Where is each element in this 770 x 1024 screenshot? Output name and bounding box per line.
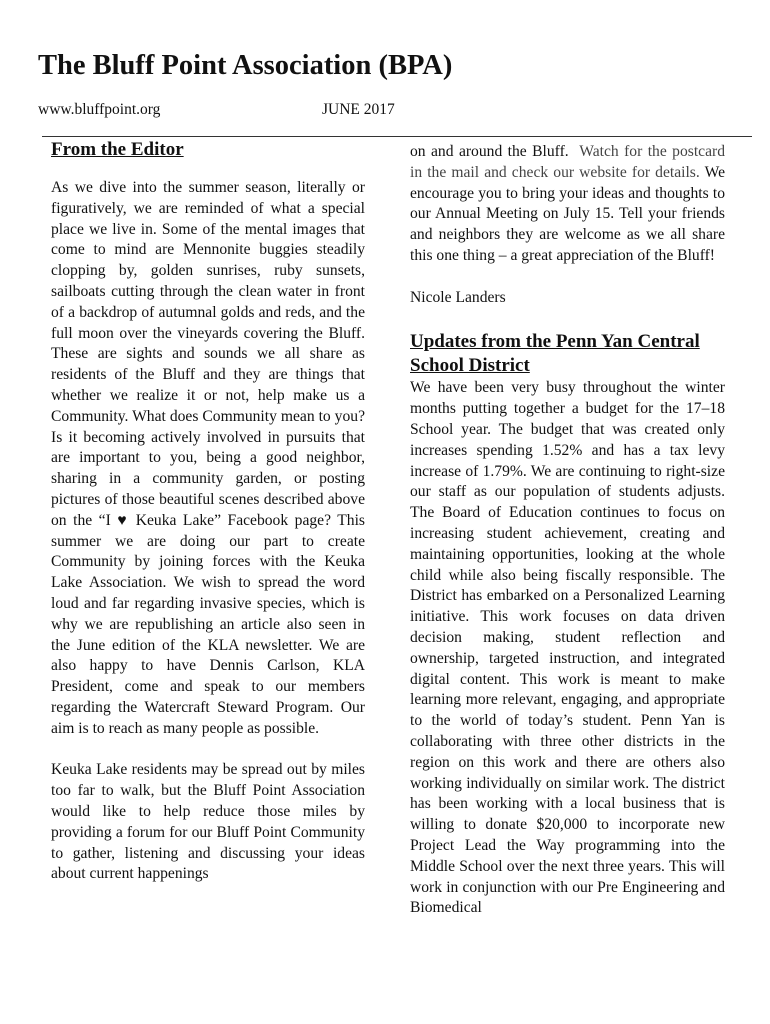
school-paragraph: We have been very busy throughout the winter months putting together a budget for the 17–18 School year. The budget that was created only increases spending 1.52% and has a tax levy increase of 1.79%. We are continuing to right-size our staff as our population of students adjusts. The Board of Education continues to focus on increasing student achievement, creating and maintaining opportunities, looking at the whole child while also being fiscally responsible. The District has embarked on a Personalized Learning initiative. This work focuses on data driven decision making, student reflection and ownership, targeted instruction, and integrated digital content. This work is meant to make learning more relevant, engaging, and appropriate to the world of today’s student. Penn Yan is collaborating with three other districts in the region on this work and there are others also working individually on similar work. The district has been working with a local business that is willing to donate $20,000 to incorporate new Project Lead the Way programming into the Middle School over the next three years. This will work in conjunction with our Pre Engineering and Biomedical — [410, 379, 725, 917]
editor-continued — [410, 142, 725, 267]
editor-signature: Nicole Landers — [410, 288, 506, 306]
editor-heading: From the Editor — [51, 139, 184, 160]
school-heading: Updates from the Penn Yan Central School District — [410, 331, 700, 377]
newsletter-title: The Bluff Point Association (BPA) — [38, 50, 453, 81]
editor-paragraph-1: As we dive into the summer season, literally or figuratively, we are reminded of what a special place we live in. Some of the mental images that come to mind are Mennonite buggies steadily clopping by, golden sunrises, ruby sunsets, sailboats cutting through the clean water in front of a backdrop of autumnal golds and reds, and the full moon over the vineyards covering the Bluff. These are sights and sounds we all share as residents of the Bluff and they are things that whether we realize it or not, help make us a Community. What does Community mean to you? Is it becoming actively involved in pursuits that are important to you, being a good neighbor, sharing in a community garden, or posting pictures of those beautiful scenes described above on the “I ♥ Keuka Lake” Facebook page? This summer we are doing our part to create Community by joining forces with the Keuka Lake Association. We wish to spread the word loud and far regarding invasive species, which is why we are republishing an article also seen in the June edition of the KLA newsletter. We are also happy to have Dennis Carlson, KLA President, come and speak to our members regarding the Watercraft Steward Program. Our aim is to reach as many people as possible. — [51, 179, 365, 737]
editor-continued-a: on and around the Bluff. — [410, 143, 569, 160]
issue-date: JUNE 2017 — [322, 101, 395, 118]
editor-paragraph-2: Keuka Lake residents may be spread out by miles too far to walk, but the Bluff Point Association would like to help reduce those miles by providing a forum for our Bluff Point Community to gather, listening and discussing your ideas about current happenings — [51, 761, 365, 883]
editor-continued-b: Watch for the postcard in the mail and check our website for details. — [410, 143, 725, 181]
header-divider — [42, 136, 752, 137]
editor-continued-c: We encourage you to bring your ideas and thoughts to our Annual Meeting on July 15. Tell your friends and neighbors they are welcome as we all share this one thing – a great appreciation of the Bluff! — [410, 163, 725, 264]
website-url: www.bluffpoint.org — [38, 101, 161, 118]
left-column — [51, 138, 365, 885]
right-column — [410, 142, 725, 919]
